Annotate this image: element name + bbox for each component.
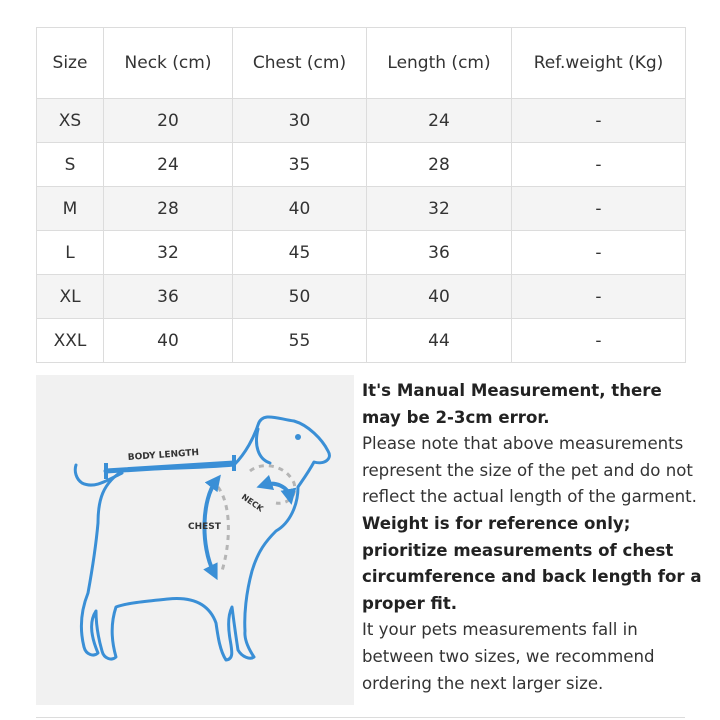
- neck-arrow-icon: [264, 484, 290, 497]
- cell-weight: -: [512, 143, 686, 187]
- notes-heading: It's Manual Measurement, there may be 2-3cm error.: [362, 381, 662, 427]
- cell-length: 32: [367, 187, 512, 231]
- cell-neck: 20: [104, 99, 233, 143]
- cell-size: M: [37, 187, 104, 231]
- header-chest: Chest (cm): [233, 28, 367, 99]
- table-row: [37, 231, 686, 275]
- cell-length: 28: [367, 143, 512, 187]
- table-row: [37, 275, 686, 319]
- cell-size: XS: [37, 99, 104, 143]
- header-size: Size: [37, 28, 104, 99]
- cell-length: 36: [367, 231, 512, 275]
- cell-neck: 40: [104, 319, 233, 363]
- table-row: [37, 99, 686, 143]
- notes-garment-note: Please note that above measurements represent the size of the pet and do not reflect the actual length of the garment.: [362, 434, 697, 507]
- cell-neck: 32: [104, 231, 233, 275]
- cell-weight: -: [512, 187, 686, 231]
- cell-chest: 55: [233, 319, 367, 363]
- cell-chest: 50: [233, 275, 367, 319]
- table-row: [37, 143, 686, 187]
- cell-neck: 36: [104, 275, 233, 319]
- header-neck: Neck (cm): [104, 28, 233, 99]
- table-row: [37, 319, 686, 363]
- cell-chest: 30: [233, 99, 367, 143]
- bottom-divider: [36, 717, 685, 718]
- header-length: Length (cm): [367, 28, 512, 99]
- cell-size: L: [37, 231, 104, 275]
- notes-sizing-advice: It your pets measurements fall in between two sizes, we recommend ordering the next larger size.: [362, 620, 655, 693]
- dog-measurement-illustration: [36, 375, 354, 705]
- cell-chest: 45: [233, 231, 367, 275]
- body-length-label: BODY LENGTH: [127, 448, 200, 463]
- cell-length: 24: [367, 99, 512, 143]
- cell-length: 44: [367, 319, 512, 363]
- neck-label: NECK: [239, 492, 265, 514]
- chest-label: CHEST: [188, 522, 221, 532]
- dog-diagram-svg: [36, 375, 354, 705]
- cell-weight: -: [512, 231, 686, 275]
- size-chart-table: [36, 27, 686, 363]
- cell-weight: -: [512, 99, 686, 143]
- notes-weight-note: Weight is for reference only; prioritize measurements of chest circumference and back length for a proper fit.: [362, 513, 702, 613]
- cell-size: XL: [37, 275, 104, 319]
- cell-length: 40: [367, 275, 512, 319]
- dog-ear-icon: [257, 429, 271, 463]
- header-ref-weight: Ref.weight (Kg): [512, 28, 686, 99]
- cell-size: S: [37, 143, 104, 187]
- table-header-row: [37, 28, 686, 99]
- dog-eye-icon: [295, 434, 301, 440]
- cell-neck: 28: [104, 187, 233, 231]
- cell-chest: 40: [233, 187, 367, 231]
- cell-weight: -: [512, 319, 686, 363]
- cell-weight: -: [512, 275, 686, 319]
- measurement-notes: [362, 378, 702, 697]
- cell-size: XXL: [37, 319, 104, 363]
- cell-chest: 35: [233, 143, 367, 187]
- table-row: [37, 187, 686, 231]
- cell-neck: 24: [104, 143, 233, 187]
